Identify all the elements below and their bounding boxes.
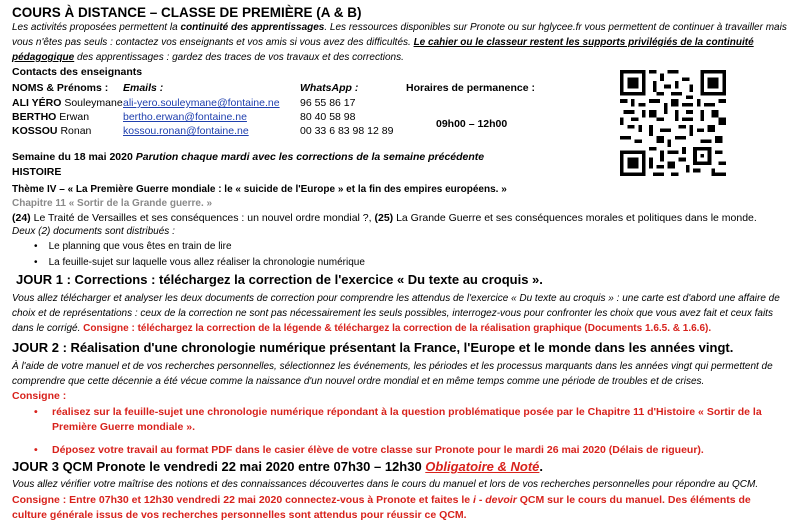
bullet-mark: •: [34, 444, 38, 456]
intro-line-3: [12, 51, 404, 64]
contact-last-name: ALI YÉRO: [12, 97, 62, 109]
office-hours: 09h00 – 12h00: [436, 118, 508, 130]
session-number: (25): [374, 212, 394, 224]
list-item: [34, 405, 782, 435]
col-hours-header: Horaires de permanence :: [406, 82, 535, 94]
week-line: [12, 151, 484, 165]
qr-code-icon: [620, 70, 726, 176]
contact-name: [12, 111, 89, 125]
day3-consigne-italic: i - devoir: [473, 494, 517, 506]
intro-text-3: vous n'êtes pas seuls : contactez vos enseignants et vos amis si vous avez des difficultés.: [12, 37, 414, 48]
contacts-title: Contacts des enseignants: [12, 66, 143, 78]
col-whatsapp-header: WhatsApp :: [300, 82, 359, 94]
list-item: • La feuille-sujet sur laquelle vous allez réaliser la chronologie numérique: [34, 257, 365, 268]
day3-consigne-text-2: QCM sur le cours du manuel. Des éléments de culture générale issus de vos recherches personnelles sont attendus pour réussir ce QCM.: [12, 494, 751, 521]
day1-consigne: Consigne : téléchargez la correction de la légende & téléchargez la correction de la réalisation graphique (Documents 1.6.5. & 1.6.6).: [83, 323, 712, 334]
list-item-text: réalisez sur la feuille-sujet une chronologie numérique répondant à la question problématique posée par le Chapitre 11 d'Histoire « Sortir de la Première Guerre mondiale ».: [52, 406, 762, 433]
intro-underlined-2: pédagogique: [12, 52, 75, 63]
contact-first-name: Ronan: [60, 125, 92, 137]
bullet-mark: •: [34, 406, 38, 418]
col-names-header: NOMS & Prénoms :: [12, 82, 109, 94]
list-item-text: Le planning que vous êtes en train de lire: [48, 241, 232, 252]
contact-name: [12, 97, 123, 111]
intro-text: Les activités proposées permettent la: [12, 22, 181, 33]
day2-text: À l'aide de votre manuel et de vos recherches personnelles, sélectionnez les événements, les périodes et les processus marquants dans les années vingt qui permettent de comprendre que cette décennie a été vécue comme la naissance d'un nouvel ordre mondial et en même temps comme une période de troubles et de crises.: [12, 361, 773, 387]
session-text: La Grande Guerre et ses conséquences morales et politiques dans le monde.: [393, 212, 757, 224]
day2-title: JOUR 2 : Réalisation d'une chronologie numérique présentant la France, l'Europe et le monde dans les années vingt.: [12, 340, 734, 355]
session-text: Le Traité de Versailles et ses conséquences : un nouvel ordre mondial ?,: [30, 212, 375, 224]
day3-text: Vous allez vérifier votre maîtrise des notions et des connaissances découvertes dans le cours du manuel et lors de vos recherches personnelles pour répondre au QCM.: [12, 479, 759, 490]
list-item: • Le planning que vous êtes en train de lire: [34, 241, 232, 252]
session-number: (24): [12, 212, 31, 224]
day2-consigne: Consigne :: [12, 390, 67, 402]
contact-last-name: BERTHO: [12, 111, 57, 123]
phone-number: 80 40 58 98: [300, 111, 356, 123]
intro-text-2: . Les ressources disponibles sur Pronote ou sur hglycee.fr vous permettent de continuer à travailler mais: [324, 22, 787, 33]
list-item-text: Déposez votre travail au format PDF dans le casier élève de votre classe sur Pronote pour le mardi 26 mai 2020 (Délais de rigueur).: [52, 444, 704, 456]
contact-name: [12, 125, 91, 139]
day1-text: [12, 291, 782, 336]
subject-title: HISTOIRE: [12, 166, 62, 178]
intro-bold: continuité des apprentissages: [180, 22, 325, 33]
day1-body: Vous allez télécharger et analyser les deux documents de correction pour comprendre les attendus de l'exercice « Du texte au croquis » : une carte est d'abord une affaire de choix et de représentations : ceux de la correction ne sont pas nécessairement les seuls possibles, interrogez-vous pour confronter les choix que vous avez fait et ceux faits dans le corrigé.: [12, 293, 780, 334]
contact-first-name: Souleymane: [64, 97, 123, 109]
intro-line-2: [12, 36, 754, 49]
day3-title-end: .: [539, 459, 544, 474]
col-emails-header: Emails :: [123, 82, 164, 94]
phone-number: 96 55 86 17: [300, 97, 356, 109]
list-item: [34, 443, 782, 458]
phone-number: 00 33 6 83 98 12 89: [300, 125, 394, 137]
day3-title-text: JOUR 3 QCM Pronote le vendredi 22 mai 2020 entre 07h30 – 12h30: [12, 459, 426, 474]
list-item-text: La feuille-sujet sur laquelle vous allez réaliser la chronologie numérique: [48, 257, 365, 268]
docs-intro: Deux (2) documents sont distribués :: [12, 226, 175, 237]
day3-consigne-text: Consigne : Entre 07h30 et 12h30 vendredi 22 mai 2020 connectez-vous à Pronote et faites le: [12, 494, 474, 506]
email-link[interactable]: ali-yero.souleymane@fontaine.ne: [123, 97, 280, 109]
page-title: COURS À DISTANCE – CLASSE DE PREMIÈRE (A & B): [12, 5, 362, 20]
day3-title-tag: Obligatoire & Noté: [425, 459, 540, 474]
email-link[interactable]: bertho.erwan@fontaine.ne: [123, 111, 247, 123]
intro-text-4: des apprentissages : gardez des traces de vos travaux et des corrections.: [74, 52, 404, 63]
chapter-title: Chapitre 11 « Sortir de la Grande guerre. »: [12, 198, 213, 209]
contact-last-name: KOSSOU: [12, 125, 58, 137]
intro-underlined: Le cahier ou le classeur restent les supports privilégiés de la continuité: [413, 37, 754, 48]
day3-title: [12, 459, 543, 476]
week-label: Semaine du 18 mai 2020: [12, 151, 133, 163]
week-note: Parution chaque mardi avec les corrections de la semaine précédente: [132, 151, 485, 163]
email-link[interactable]: kossou.ronan@fontaine.ne: [123, 125, 249, 137]
sessions-line: [12, 212, 757, 226]
day1-title: JOUR 1 : Corrections : téléchargez la correction de l'exercice « Du texte au croquis ».: [16, 272, 543, 287]
theme-title: Thème IV – « La Première Guerre mondiale : le « suicide de l'Europe » et la fin des empires européens. »: [12, 184, 507, 195]
contact-first-name: Erwan: [59, 111, 90, 123]
intro-line-1: [12, 21, 787, 34]
day3-consigne: [12, 493, 782, 523]
